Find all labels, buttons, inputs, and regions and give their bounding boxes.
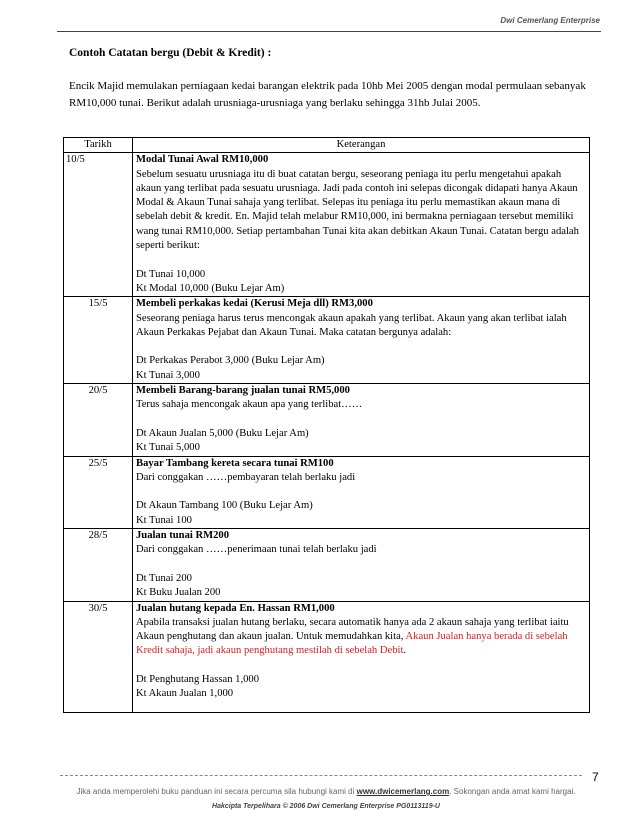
table-row — [64, 384, 590, 456]
intro-paragraph: Encik Majid memulakan perniagaan kedai barangan elektrik pada 10hb Mei 2005 dengan modal permulaan sebanyak RM10,000 tunai. Berikut adalah urusniaga-urusniaga yang berlaku sehingga 31hb Julai 2005. — [69, 80, 586, 109]
header-divider — [57, 31, 601, 32]
entry-title: Membeli perkakas kedai (Kerusi Meja dll) RM3,000 — [136, 298, 373, 310]
column-header-description: Keterangan — [133, 138, 590, 153]
footer-divider — [60, 775, 582, 776]
entry-debit: Dt Akaun Jualan 5,000 (Buku Lejar Am) — [136, 427, 309, 439]
entry-credit: Kt Buku Jualan 200 — [136, 587, 221, 599]
table-row — [64, 529, 590, 601]
table-row — [64, 456, 590, 528]
entry-text: Terus sahaja mencongak akaun apa yang terlibat…… — [136, 399, 363, 411]
row-description — [133, 384, 590, 456]
entry-debit: Dt Akaun Tambang 100 (Buku Lejar Am) — [136, 500, 313, 512]
row-description — [133, 456, 590, 528]
footer-website-link[interactable]: www.dwicemerlang.com — [356, 787, 450, 796]
page-title: Contoh Catatan bergu (Debit & Kredit) : — [69, 47, 272, 59]
entry-spacer — [136, 702, 585, 712]
row-description — [133, 297, 590, 384]
page-number: 7 — [592, 770, 599, 784]
entry-debit: Dt Penghutang Hassan 1,000 — [136, 673, 259, 685]
entry-spacer — [136, 340, 585, 354]
entry-text-block — [136, 616, 585, 659]
footer-text: Jika anda memperolehi buku panduan ini secara percuma sila hubungi kami di — [76, 787, 357, 796]
entry-spacer — [136, 558, 585, 572]
footer-text-2: . Sokongan anda amat kami hargai. — [449, 787, 576, 796]
header-company: Dwi Cemerlang Enterprise — [500, 16, 600, 25]
entry-text-end: . — [403, 645, 407, 657]
entry-credit: Kt Modal 10,000 (Buku Lejar Am) — [136, 282, 285, 294]
entry-spacer — [136, 413, 585, 427]
table-header-row — [64, 138, 590, 153]
entry-text: Dari conggakan ……penerimaan tunai telah berlaku jadi — [136, 544, 377, 556]
table-row — [64, 297, 590, 384]
column-header-date: Tarikh — [64, 138, 133, 153]
row-description — [133, 529, 590, 601]
ledger-table — [63, 137, 590, 713]
footer-note — [62, 785, 590, 814]
entry-spacer — [136, 659, 585, 673]
footer-copyright: Hakcipta Terpelihara © 2006 Dwi Cemerlang Enterprise PG0113119-U — [212, 803, 440, 810]
entry-debit: Dt Perkakas Perabot 3,000 (Buku Lejar Am) — [136, 355, 325, 367]
entry-title: Bayar Tambang kereta secara tunai RM100 — [136, 457, 334, 469]
row-date: 30/5 — [64, 601, 133, 712]
entry-debit: Dt Tunai 10,000 — [136, 268, 206, 280]
row-date: 15/5 — [64, 297, 133, 384]
entry-spacer — [136, 485, 585, 499]
entry-title: Jualan tunai RM200 — [136, 530, 230, 542]
entry-spacer — [136, 253, 585, 267]
table-row — [64, 153, 590, 297]
row-date: 25/5 — [64, 456, 133, 528]
row-description — [133, 601, 590, 712]
row-description — [133, 153, 590, 297]
table-row — [64, 601, 590, 712]
entry-credit: Kt Akaun Jualan 1,000 — [136, 688, 234, 700]
entry-title: Jualan hutang kepada En. Hassan RM1,000 — [136, 602, 335, 614]
entry-text-highlight: Akaun Jualan hanya berada di sebelah Kredit sahaja, jadi akaun penghutang mestilah di sebelah Debit — [136, 631, 568, 657]
row-date: 28/5 — [64, 529, 133, 601]
row-date: 20/5 — [64, 384, 133, 456]
row-date: 10/5 — [64, 153, 133, 297]
entry-credit: Kt Tunai 3,000 — [136, 369, 200, 381]
entry-credit: Kt Tunai 5,000 — [136, 442, 200, 454]
entry-credit: Kt Tunai 100 — [136, 514, 192, 526]
entry-text: Apabila transaksi jualan hutang berlaku, secara automatik hanya ada 2 akaun sahaja yang terlibat iaitu Akaun penghutang dan akaun jualan. Untuk memudahkan kita, — [136, 616, 569, 643]
entry-text: Sebelum sesuatu urusniaga itu di buat catatan bergu, seseorang peniaga itu perlu mengetahui apakah akaun yang terlibat pada sesuatu urusniaga. Jadi pada contoh ini selepas dicongak didapati hanya Akaun Modal & Akaun Tunai sahaja yang terlibat. Selepas itu peniaga itu perlu memastikan akaun mana di sebelah debit & kredit. En. Majid telah melabur RM10,000, ini bermakna perniagaan tersebut memiliki wang tunai RM10,000. Setiap pertambahan Tunai kita akan debitkan Akaun Tunai. Catatan bergu adalah seperti berikut: — [136, 168, 579, 252]
entry-debit: Dt Tunai 200 — [136, 572, 192, 584]
entry-text: Dari conggakan ……pembayaran telah berlaku jadi — [136, 471, 356, 483]
entry-title: Membeli Barang-barang jualan tunai RM5,000 — [136, 385, 350, 397]
entry-text: Seseorang peniaga harus terus mencongak akaun apakah yang terlibat. Akaun yang akan terlibat ialah Akaun Perkakas Pejabat dan Akaun Tunai. Maka catatan bergunya adalah: — [136, 312, 567, 338]
entry-title: Modal Tunai Awal RM10,000 — [136, 154, 269, 166]
